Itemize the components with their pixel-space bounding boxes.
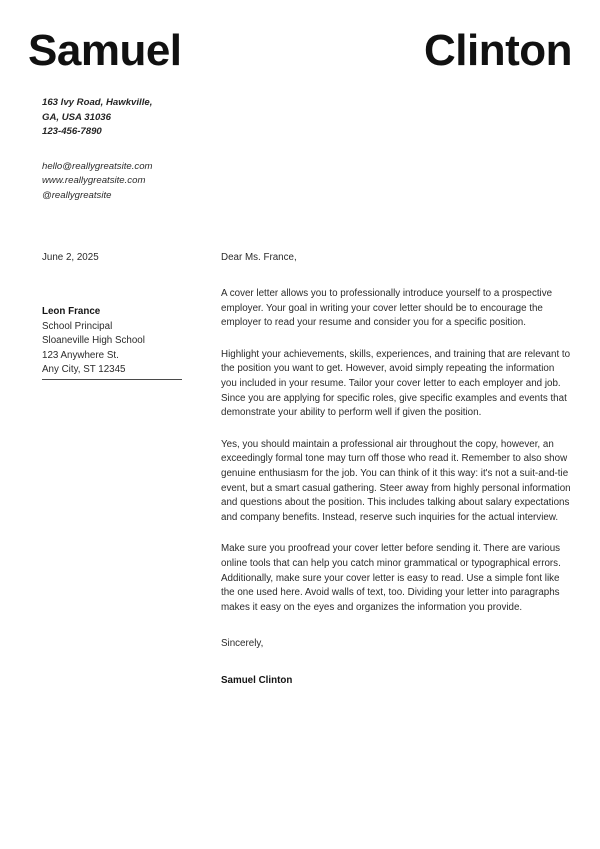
letter-paragraph: Yes, you should maintain a professional air throughout the copy, however, an exceedingly formal tone may turn off those who read it. Remember to also show genuine enthusiasm for the job. You can think of it this way: it's not a suit-and-tie event, but a smart casual gathering. Steer away from highly personal information and questions about the position. This includes talking about salary expectations and company benefits. Instead, reserve such inquiries for the actual interview. — [221, 438, 571, 523]
first-name: Samuel — [28, 26, 182, 75]
letter-paragraph: A cover letter allows you to professionally introduce yourself to a prospective employer. Your goal in writing your cover letter should be to encourage the employer to read your resume and consider you for a specific position. — [221, 288, 553, 329]
sender-contact-column — [42, 96, 202, 204]
recipient-city-state-zip: Any City, ST 12345 — [42, 364, 126, 376]
sender-phone: 123-456-7890 — [42, 126, 102, 138]
recipient-name: Leon France — [42, 306, 101, 317]
letter-closing: Sincerely, — [221, 638, 264, 650]
sender-address-line-2: GA, USA 31036 — [42, 111, 111, 123]
letter-paragraph: Make sure you proofread your cover letter before sending it. There are various online tools that can help you catch minor grammatical or typographical errors. Additionally, make sure your cover letter is easy to read. Use a simple font like the one used here. Avoid walls of text, too. Dividing your letter into paragraphs makes it easy on the eyes and organizes the information you provide. — [221, 543, 561, 613]
recipient-street: 123 Anywhere St. — [42, 349, 119, 361]
recipient-organization: Sloaneville High School — [42, 335, 145, 347]
sender-social-handle: @reallygreatsite — [42, 189, 112, 201]
recipient-title: School Principal — [42, 320, 113, 332]
sender-website: www.reallygreatsite.com — [42, 175, 146, 187]
sender-address-line-1: 163 Ivy Road, Hawkville, — [42, 97, 153, 108]
letter-date: June 2, 2025 — [42, 252, 99, 263]
sender-email: hello@reallygreatsite.com — [42, 160, 153, 172]
sender-online-block — [42, 160, 202, 204]
letter-greeting: Dear Ms. France, — [221, 252, 297, 263]
letter-signature: Samuel Clinton — [221, 675, 293, 687]
letterhead-name — [28, 26, 572, 76]
recipient-block — [42, 305, 145, 378]
letter-paragraph: Highlight your achievements, skills, experiences, and training that are relevant to the position you want to get. However, avoid simply repeating the information you included in your resume. Tailor your cover letter to each employer and job. Since you are applying for specific roles, give specific examples and events that demonstrate your ability to perform well if given the position. — [221, 348, 571, 419]
last-name: Clinton — [423, 26, 572, 75]
letter-body — [221, 251, 571, 688]
divider — [42, 379, 182, 380]
sender-address-block — [42, 96, 202, 140]
